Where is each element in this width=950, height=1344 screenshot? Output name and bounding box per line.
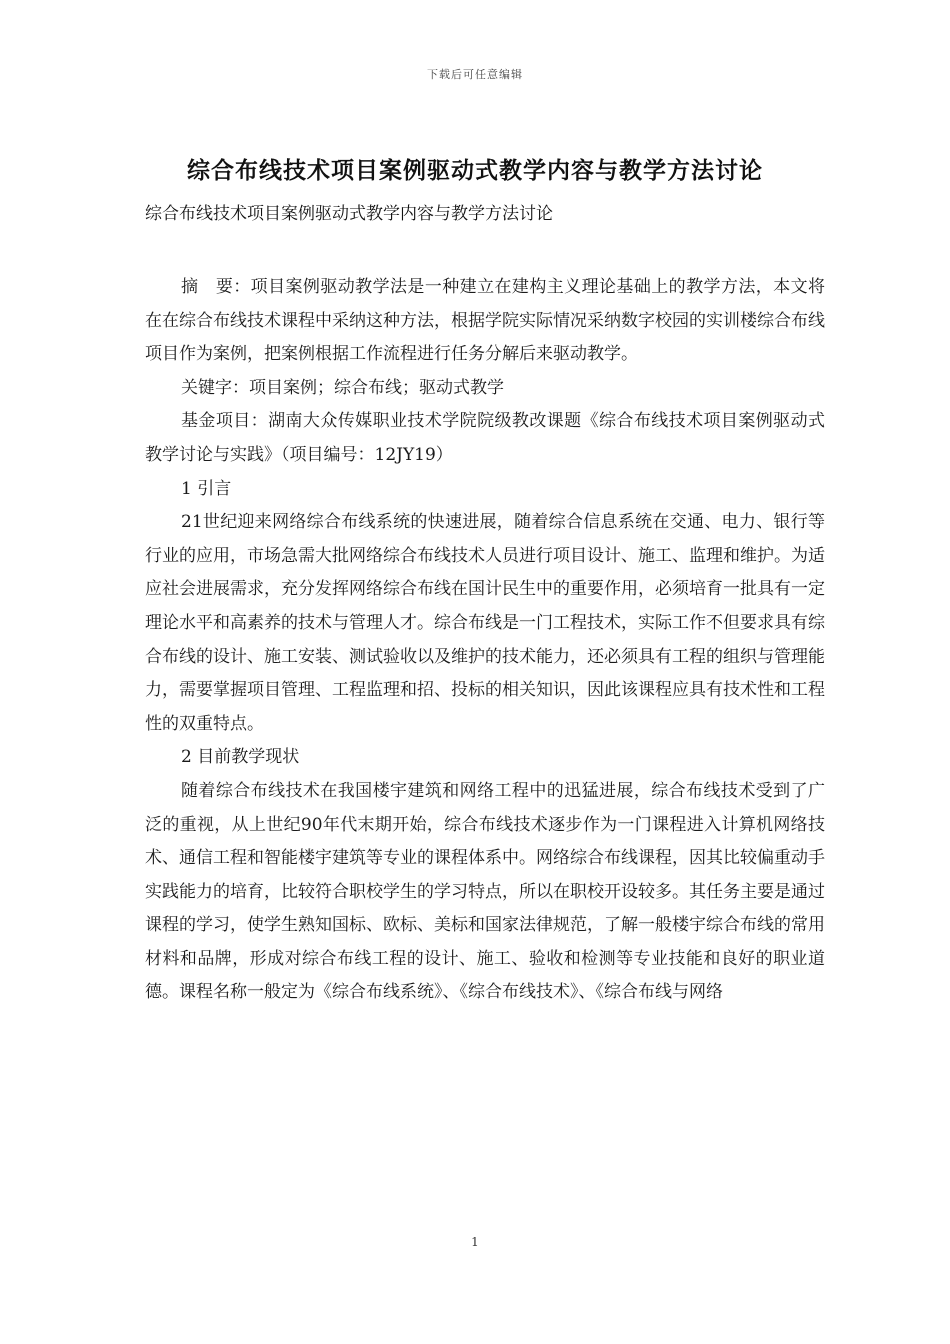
current-status-paragraph: 随着综合布线技术在我国楼宇建筑和网络工程中的迅猛进展，综合布线技术受到了广泛的重视，从上世纪90年代末期开始，综合布线技术逐步作为一门课程进入计算机网络技术、通信工程和智能楼宇建筑等专业的课程体系中。网络综合布线课程，因其比较偏重动手实践能力的培育，比较符合职校学生的学习特点，所以在职校开设较多。其任务主要是通过课程的学习，使学生熟知国标、欧标、美标和国家法律规范，了解一般楼宇综合布线的常用材料和品牌，形成对综合布线工程的设计、施工、验收和检测等专业技能和良好的职业道德。课程名称一般定为《综合布线系统》、《综合布线技术》、《综合布线与网络 <box>145 780 825 1003</box>
document-body <box>145 271 825 1010</box>
document-subtitle: 综合布线技术项目案例驱动式教学内容与教学方法讨论 <box>145 204 553 224</box>
page-header-note: 下载后可任意编辑 <box>427 68 523 81</box>
introduction-paragraph: 21世纪迎来网络综合布线系统的快速进展，随着综合信息系统在交通、电力、银行等行业的应用，市场急需大批网络综合布线技术人员进行项目设计、施工、监理和维护。为适应社会进展需求，充分发挥网络综合布线在国计民生中的重要作用，必须培育一批具有一定理论水平和高素养的技术与管理人才。综合布线是一门工程技术，实际工作不但要求具有综合布线的设计、施工安装、测试验收以及维护的技术能力，还必须具有工程的组织与管理能力，需要掌握项目管理、工程监理和招、投标的相关知识，因此该课程应具有技术性和工程性的双重特点。 <box>145 512 825 734</box>
section-heading-introduction: 1 引言 <box>181 478 232 499</box>
section-heading-current-status: 2 目前教学现状 <box>181 747 300 768</box>
abstract-paragraph: 摘 要：项目案例驱动教学法是一种建立在建构主义理论基础上的教学方法，本文将在在综合布线技术课程中采纳这种方法，根据学院实际情况采纳数字校园的实训楼综合布线项目作为案例，把案例根据工作流程进行任务分解后来驱动教学。 <box>145 277 825 365</box>
funding-paragraph: 基金项目：湖南大众传媒职业技术学院院级教改课题《综合布线技术项目案例驱动式教学讨论与实践》（项目编号：12JY19） <box>145 411 825 465</box>
keywords-paragraph: 关键字：项目案例；综合布线；驱动式教学 <box>181 377 504 398</box>
document-title: 综合布线技术项目案例驱动式教学内容与教学方法讨论 <box>187 157 763 184</box>
page-number: 1 <box>471 1235 479 1249</box>
